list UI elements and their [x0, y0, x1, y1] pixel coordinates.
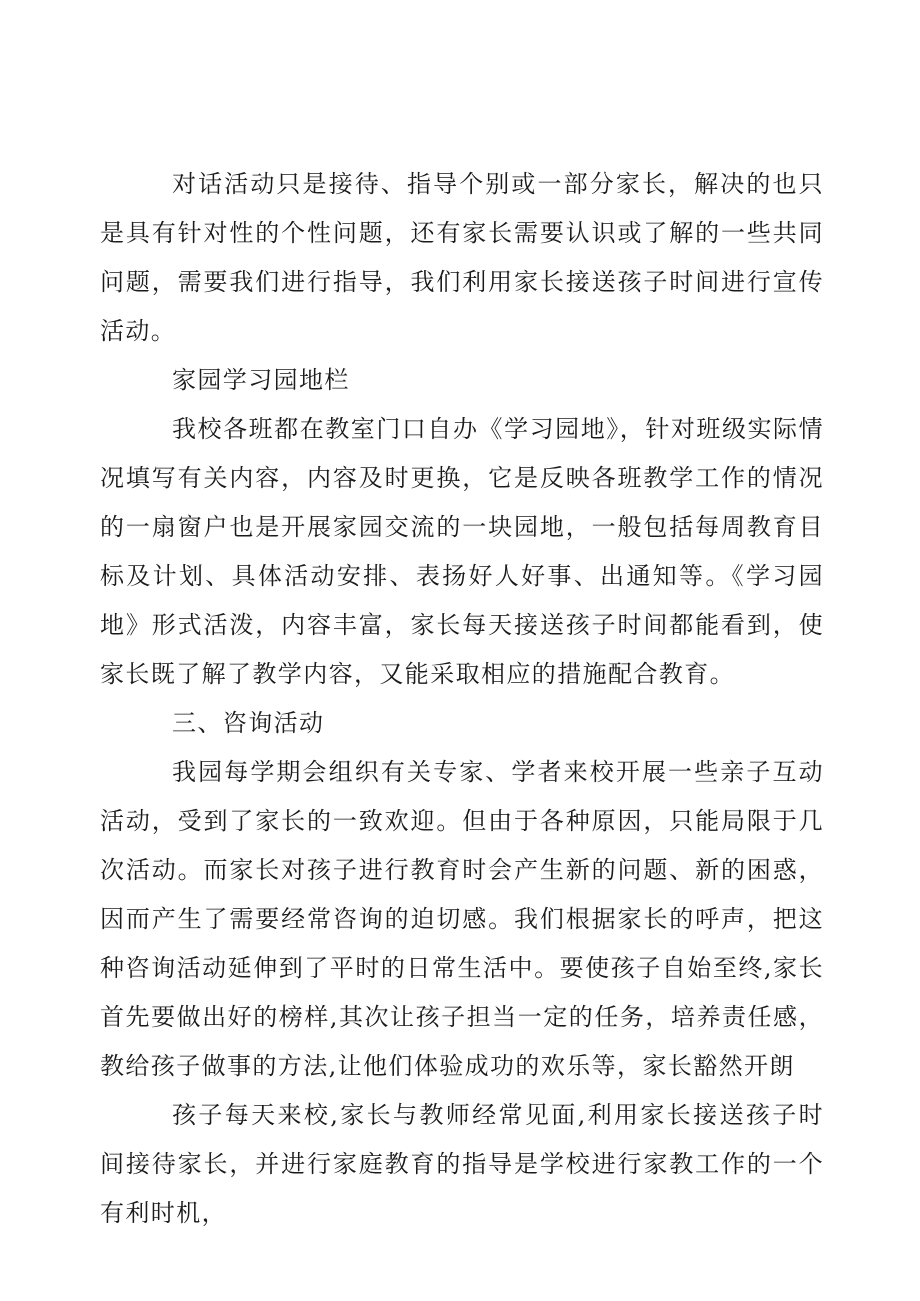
paragraph-daily-contact: 孩子每天来校,家长与教师经常见面,利用家长接送孩子时间接待家长，并进行家庭教育的指导是学校进行家教工作的一个有利时机， — [100, 1101, 824, 1227]
paragraph-consultation: 我园每学期会组织有关专家、学者来校开展一些亲子互动活动，受到了家长的一致欢迎。但由于各种原因，只能局限于几次活动。而家长对孩子进行教育时会产生新的问题、新的困惑，因而产生了需要经常咨询的迫切感。我们根据家长的呼声，把这种咨询活动延伸到了平时的日常生活中。要使孩子自始至终,家长首先要做出好的榜样,其次让孩子担当一定的任务，培养责任感，教给孩子做事的方法,让他们体验成功的欢乐等，家长豁然开朗 — [100, 758, 824, 1080]
section-heading-learning-board: 家园学习园地栏 — [172, 366, 350, 394]
paragraph-learning-board: 我校各班都在教室门口自办《学习园地》，针对班级实际情况填写有关内容，内容及时更换，它是反映各班教学工作的情况的一扇窗户也是开展家园交流的一块园地，一般包括每周教育目标及计划、具体活动安排、表扬好人好事、出通知等。《学习园地》形式活泼，内容丰富，家长每天接送孩子时间都能看到，使家长既了解了教学内容，又能采取相应的措施配合教育。 — [100, 415, 824, 688]
document-body — [100, 160, 824, 1238]
paragraph-dialogue-activity: 对话活动只是接待、指导个别或一部分家长，解决的也只是具有针对性的个性问题，还有家长需要认识或了解的一些共同问题，需要我们进行指导，我们利用家长接送孩子时间进行宣传活动。 — [100, 170, 824, 345]
section-heading-consultation: 三、咨询活动 — [172, 709, 325, 737]
